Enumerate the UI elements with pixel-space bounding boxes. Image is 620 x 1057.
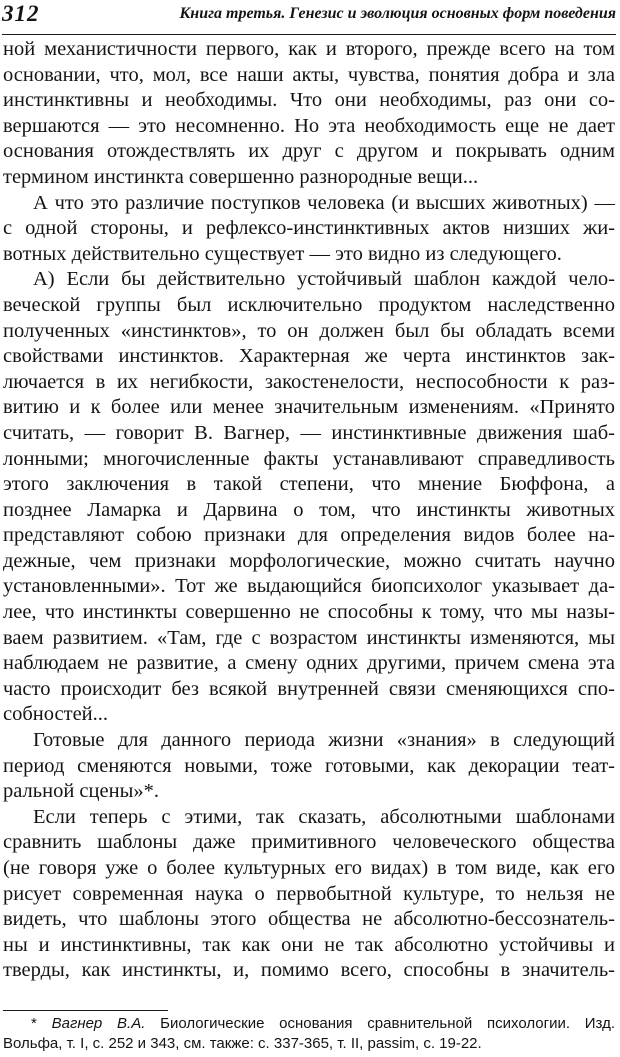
text-line: видеть, что шаблоны этого общества не абсолютно-бессознатель- bbox=[3, 908, 615, 931]
page-number: 312 bbox=[2, 1, 40, 26]
text-line: ральной сцены»*. bbox=[3, 780, 159, 803]
footnote-marker: * bbox=[31, 1015, 37, 1032]
text-line: часто происходит без всякой внутренней связи сменяющихся спо- bbox=[3, 677, 615, 700]
text-line: ной механистичности первого, как и второго, прежде всего на том bbox=[3, 38, 615, 60]
text-line: веческой группы был исключительно продуктом наследственно bbox=[3, 293, 615, 316]
footnote-divider bbox=[3, 1010, 168, 1011]
text-line: наблюдаем не развитие, а смену одних другими, причем смена эта bbox=[3, 652, 615, 675]
text-line: вершаются — это несомненно. Но эта необходимость еще не дает bbox=[3, 114, 615, 137]
text-line: лонными; многочисленные факты устанавливают справедливость bbox=[3, 447, 615, 470]
text-line: А что это различие поступков человека (и высших животных) — bbox=[33, 191, 615, 214]
text-line: Готовые для данного периода жизни «знания» в следующий bbox=[33, 729, 615, 752]
footnote-line bbox=[3, 1014, 615, 1034]
text-line: считать, — говорит В. Вагнер, — инстинктивные движения шаб- bbox=[3, 421, 615, 444]
text-line: ваем развитием. «Там, где с возрастом инстинкты изменяются, мы bbox=[3, 626, 615, 649]
text-line: свойствами инстинктов. Характерная же черта инстинктов зак- bbox=[3, 345, 615, 368]
text-line: термином инстинкта совершенно разнородные вещи... bbox=[3, 165, 479, 188]
main-text bbox=[3, 37, 615, 984]
text-line: период сменяются новыми, тоже готовыми, как декорации теат- bbox=[3, 754, 615, 777]
text-line: вотных действительно существует — это видно из следующего. bbox=[3, 242, 562, 265]
text-line: (не говоря уже о более культурных его видах) в том виде, как его bbox=[3, 857, 615, 879]
text-line: дежные, чем признаки морфологические, можно считать научно bbox=[3, 549, 615, 572]
footnote-author: Вагнер В.А. bbox=[51, 1015, 146, 1032]
text-line: витию и к более или менее значительным изменениям. «Принято bbox=[3, 396, 615, 419]
text-line: представляют собою признаки для определения видов более на- bbox=[3, 524, 615, 547]
footnote-title: Биологические основания сравнительной психологии. Изд. bbox=[160, 1015, 615, 1032]
running-header bbox=[2, 0, 616, 35]
text-line: А) Если бы действительно устойчивый шаблон каждой чело- bbox=[33, 268, 615, 291]
footnote-line: Вольфа, т. I, с. 252 и 343, см. также: с. 337-365, т. II, passim, с. 19-22. bbox=[3, 1035, 482, 1052]
text-line: лючается в их негибкости, закостенелости, неспособности к раз- bbox=[3, 370, 615, 393]
text-line: позднее Ламарка и Дарвина о том, что инстинкты животных bbox=[3, 498, 615, 521]
text-line: основании, что, мол, все наши акты, чувства, понятия добра и зла bbox=[3, 63, 615, 86]
text-line: установленными». Тот же выдающийся биопсихолог указывает да- bbox=[3, 575, 615, 598]
text-line: собностей... bbox=[3, 703, 109, 726]
running-title: Книга третья. Генезис и эволюция основных форм поведения bbox=[179, 5, 616, 22]
footnote bbox=[3, 1014, 615, 1054]
text-line: тверды, как инстинкты, и, помимо всего, способны в значитель- bbox=[3, 959, 615, 982]
text-line: ны и инстинктивны, так как они не так абсолютно устойчивы и bbox=[3, 933, 615, 956]
text-line: основания отождествлять их друг с другом и покрывать одним bbox=[3, 140, 615, 163]
text-line: этого заключения в такой степени, что мнение Бюффона, а bbox=[3, 473, 615, 496]
text-line: Если теперь с этими, так сказать, абсолютными шаблонами bbox=[33, 805, 615, 828]
text-line: рисует современная наука о первобытной культуре, то нельзя не bbox=[3, 882, 615, 905]
text-line: сравнить шаблоны даже примитивного человеческого общества bbox=[3, 831, 615, 854]
text-line: лее, что инстинкты совершенно не способны к тому, что мы назы- bbox=[3, 601, 615, 624]
text-line: инстинктивны и необходимы. Что они необходимы, раз они со- bbox=[3, 89, 615, 112]
text-line: с одной стороны, и рефлексо-инстинктивных актов низших жи- bbox=[3, 217, 615, 240]
text-line: полученных «инстинктов», то он должен был бы обладать всеми bbox=[3, 319, 615, 342]
